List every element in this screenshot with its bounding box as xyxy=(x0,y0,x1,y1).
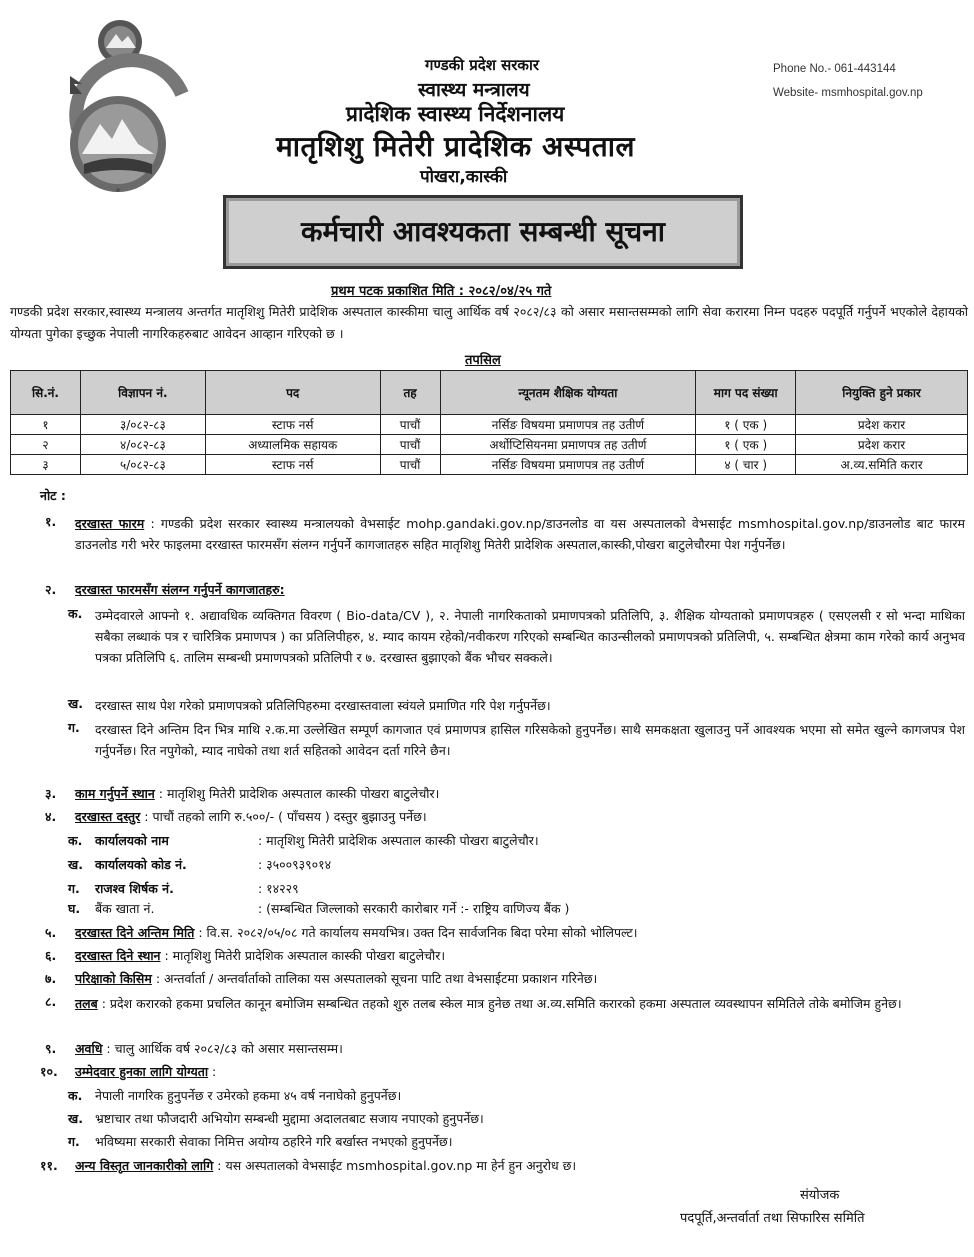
note-text: : अन्तर्वार्ता / अन्तर्वार्ताको तालिका यस अस्पतालको सूचना पाटि तथा वेभसाईटमा प्रकाशन गरिनेछ। xyxy=(155,971,598,986)
note-number: ७. xyxy=(45,971,57,986)
note-text: दरखास्त दिने अन्तिम दिन भित्र माथि २.क.मा उल्लेखित सम्पूर्ण कागजात एवं प्रमाणपत्र हासिल गरिसकेको हुनुपर्नेछ। साथै समकक्षता खुलाउनु पर्ने आवश्यक भएमा सो समेत खुल्ने कागजपत्र पेश गर्नुपर्नेछ। रित नपुगेको, म्याद नाघेको तथा शर्त सहितको आवेदन दर्ता गरिने छैन। xyxy=(95,722,965,758)
sub-label: ग. xyxy=(68,720,80,735)
table-cell: २ xyxy=(11,435,81,455)
note-title: दरखास्त फारम xyxy=(75,516,145,531)
table-cell: अध्यालमिक सहायक xyxy=(205,435,380,455)
note-number: ११. xyxy=(40,1158,58,1173)
table-cell: प्रदेश करार xyxy=(796,415,968,435)
ministry-name: स्वास्थ्य मन्त्रालय xyxy=(418,79,530,101)
note-text: : मातृशिशु मितेरी प्रादेशिक अस्पताल कास्की पोखरा बाटुलेचौर। xyxy=(158,786,440,801)
fee-detail-value: : १४२२९ xyxy=(258,881,299,896)
note-text: दरखास्त साथ पेश गरेको प्रमाणपत्रको प्रतिलिपिहरुमा दरखास्तवाला स्वंयले प्रमाणित गरि पेश गर्नुपर्नेछ। xyxy=(95,698,551,713)
note-number: ४. xyxy=(45,809,57,824)
table-cell: पाचौं xyxy=(380,455,440,475)
hospital-name: मातृशिशु मितेरी प्रादेशिक अस्पताल xyxy=(276,130,635,163)
hospital-emblem-logo xyxy=(60,14,190,194)
table-row xyxy=(11,435,968,455)
note-title: दरखास्त दस्तुर xyxy=(75,809,141,824)
note-number: ३. xyxy=(45,786,57,801)
sub-label: घ. xyxy=(68,901,81,916)
note-application-form xyxy=(75,513,965,555)
intro-paragraph: गण्डकी प्रदेश सरकार,स्वास्थ्य मन्त्रालय अन्तर्गत मातृशिशु मितेरी प्रादेशिक अस्पताल कास्कीमा चालु आर्थिक वर्ष २०८२/८३ को असार मसान्तसम्मको लागि सेवा करारमा निम्न पदहरु पदपूर्ति गर्नुपर्ने भएकोले देहायको योग्यता पुगेका इच्छुक नेपाली नागरिकहरुबाट आवेदन आव्हान गरिएको छ । xyxy=(10,304,968,341)
publish-date: प्रथम पटक प्रकाशित मिति : २०८२/०४/२५ गते xyxy=(331,284,552,299)
table-cell: नर्सिङ विषयमा प्रमाणपत्र तह उतीर्ण xyxy=(440,415,696,435)
note-text: : पाचौं तहको लागि रु.५००/- ( पाँचसय ) दस्तुर बुझाउनु पर्नेछ। xyxy=(144,809,427,824)
column-header: न्यूनतम शैक्षिक योग्यता xyxy=(440,371,696,415)
note-exam-type xyxy=(75,970,597,987)
note-number: १०. xyxy=(40,1064,58,1079)
column-header: माग पद संख्या xyxy=(696,371,796,415)
note-title: अन्य विस्तृत जानकारीको लागि xyxy=(75,1158,214,1173)
fee-detail-key: कार्यालयको कोड नं. xyxy=(95,857,187,872)
table-cell: पाचौं xyxy=(380,435,440,455)
contact-info xyxy=(773,57,923,105)
province-name: गण्डकी प्रदेश सरकार xyxy=(425,56,539,74)
sub-label: क. xyxy=(68,606,83,621)
fee-detail-value: : ३५००९३९०१४ xyxy=(258,857,332,872)
note-application-fee xyxy=(75,808,427,825)
required-documents-list: उम्मेदवारले आफ्नो १. अद्यावधिक व्यक्तिगत विवरण ( Bio-data/CV ), २. नेपाली नागरिकताको प्रमाणपत्रको प्रतिलिपि, ३. शैक्षिक योग्यताको प्रमाणपत्रहरु ( एसएलसी र सो भन्दा माथिका सबैका लब्धाकं पत्र र चारित्रिक प्रमाणपत्र ) का प्रतिलिपीहरु, ४. म्याद कायम रहेको/नवीकरण गरिएको सम्बन्धित काउन्सीलको प्रमाणपत्रको प्रतिलिपी, ५. सम्बन्धित क्षेत्रमा काम गरेको कार्य अनुभव पत्रका प्रतिलिपि ६. तालिम सम्बन्धी प्रमाणपत्रको प्रतिलिपी र ७. दरखास्त बुझाएको बैंक भौचर सक्कले। xyxy=(95,608,965,665)
letterhead xyxy=(0,0,974,190)
note-title: परिक्षाको किसिम xyxy=(75,971,152,986)
signatory-role: संयोजक xyxy=(800,1188,840,1203)
fee-detail-key: कार्यालयको नाम xyxy=(95,833,169,848)
note-title: तलब xyxy=(75,996,98,1011)
note-eligibility xyxy=(75,1063,216,1080)
sub-label: ख. xyxy=(68,1111,83,1126)
table-cell: १ xyxy=(11,415,81,435)
schedule-heading: तपसिल xyxy=(465,353,501,368)
vacancy-table xyxy=(10,370,968,475)
column-header: नियुक्ति हुने प्रकार xyxy=(796,371,968,415)
note-submission-place xyxy=(75,947,445,964)
fee-detail-key: बैंक खाता नं. xyxy=(95,901,155,916)
note-number: ९. xyxy=(45,1041,57,1056)
table-cell: ५/०८२-८३ xyxy=(80,455,205,475)
sub-label: ख. xyxy=(68,696,83,711)
note-number: १. xyxy=(45,514,57,529)
table-cell: स्टाफ नर्स xyxy=(205,455,380,475)
column-header: सि.नं. xyxy=(11,371,81,415)
table-cell: ३/०८२-८३ xyxy=(80,415,205,435)
note-duration xyxy=(75,1040,343,1057)
website[interactable]: Website- msmhospital.gov.np xyxy=(773,87,923,99)
table-cell: १ ( एक ) xyxy=(696,415,796,435)
note-title xyxy=(75,581,285,598)
note-text: : वि.स. २०८२/०५/०८ गते कार्यालय समयभित्र। उक्त दिन सार्वजनिक बिदा परेमा सोको भोलिपल्ट। xyxy=(198,925,638,940)
note-text: : यस अस्पतालको वेभसाईट msmhospital.gov.np मा हेर्न हुन अनुरोध छ। xyxy=(217,1158,577,1173)
sub-label: ख. xyxy=(68,857,83,872)
column-header: तह xyxy=(380,371,440,415)
column-header: पद xyxy=(205,371,380,415)
table-header-row xyxy=(11,371,968,415)
sub-label: क. xyxy=(68,1088,83,1103)
note-salary xyxy=(75,993,965,1014)
fee-detail-value: : मातृशिशु मितेरी प्रादेशिक अस्पताल कास्की पोखरा बाटुलेचौर। xyxy=(258,833,539,848)
note-more-info xyxy=(75,1157,576,1174)
table-cell: प्रदेश करार xyxy=(796,435,968,455)
table-row xyxy=(11,415,968,435)
sub-label: ग. xyxy=(68,1134,80,1149)
table-cell: अर्थोप्टिसियनमा प्रमाणपत्र तह उतीर्ण xyxy=(440,435,696,455)
column-header: विज्ञापन नं. xyxy=(80,371,205,415)
table-cell: पाचौं xyxy=(380,415,440,435)
notice-title-box xyxy=(223,195,743,269)
eligibility-item: भविष्यमा सरकारी सेवाका निमित्त अयोग्य ठहरिने गरि बर्खास्त नभएको हुनुपर्नेछ। xyxy=(95,1134,453,1149)
table-cell: १ ( एक ) xyxy=(696,435,796,455)
table-cell: ४/०८२-८३ xyxy=(80,435,205,455)
note-number: ८. xyxy=(45,994,57,1009)
note-text: : चालु आर्थिक वर्ष २०८२/८३ को असार मसान्तसम्म। xyxy=(106,1041,343,1056)
note-title: दरखास्त दिने अन्तिम मिति xyxy=(75,925,195,940)
note-number: ५. xyxy=(45,925,57,940)
note-title: काम गर्नुपर्ने स्थान xyxy=(75,786,155,801)
signatory-committee: पदपूर्ति,अन्तर्वार्ता तथा सिफारिस समिति xyxy=(680,1211,865,1226)
fee-detail-value: : (सम्बन्धित जिल्लाको सरकारी कारोबार गर्ने :- राष्ट्रिय वाणिज्य बैंक ) xyxy=(258,901,570,916)
note-number: ६. xyxy=(45,948,57,963)
table-cell: ३ xyxy=(11,455,81,475)
sub-label: ग. xyxy=(68,881,80,896)
table-cell: स्टाफ नर्स xyxy=(205,415,380,435)
directorate-name: प्रादेशिक स्वास्थ्य निर्देशनालय xyxy=(346,102,565,126)
table-cell: अ.व्य.समिति करार xyxy=(796,455,968,475)
note-title-suffix: : xyxy=(208,1064,217,1079)
sub-label: क. xyxy=(68,833,83,848)
notes-heading: नोट : xyxy=(40,488,66,503)
note-number: २. xyxy=(45,582,57,597)
note-title: उम्मेदवार हुनका लागि योग्यता xyxy=(75,1064,209,1079)
table-cell: नर्सिङ विषयमा प्रमाणपत्र तह उतीर्ण xyxy=(440,455,696,475)
fee-detail-key: राजश्व शिर्षक नं. xyxy=(95,881,174,896)
eligibility-item: नेपाली नागरिक हुनुपर्नेछ र उमेरको हकमा ४५ वर्ष ननाघेको हुनुपर्नेछ। xyxy=(95,1088,402,1103)
note-deadline xyxy=(75,924,638,941)
notice-title: कर्मचारी आवश्यकता सम्बन्धी सूचना xyxy=(300,215,665,248)
note-text: : गण्डकी प्रदेश सरकार स्वास्थ्य मन्त्रालयको वेभसाईट mohp.gandaki.gov.np/डाउनलोड वा यस अस्पतालको वेभसाईट msmhospital.gov.np/डाउनलोड बाट फारम डाउनलोड गरी भरेर फाइलमा दरखास्त फारमसँग संलग्न गर्नुपर्ने कागजातहरु सहित मातृशिशु मितेरी प्रादेशिक अस्पताल,कास्की,पोखरा बाटुलेचौरमा पेश गर्नुपर्नेछ। xyxy=(75,516,965,552)
eligibility-item: भ्रष्टाचार तथा फौजदारी अभियोग सम्बन्धी मुद्दामा अदालतबाट सजाय नपाएको हुनुपर्नेछ। xyxy=(95,1111,484,1126)
table-row xyxy=(11,455,968,475)
note-title: दरखास्त दिने स्थान xyxy=(75,948,161,963)
note-title-text: दरखास्त फारमसँग संलग्न गर्नुपर्ने कागजातहरु: xyxy=(75,582,285,597)
note-text: : मातृशिशु मितेरी प्रादेशिक अस्पताल कास्की पोखरा बाटुलेचौर। xyxy=(164,948,446,963)
phone-number: Phone No.- 061-443144 xyxy=(773,63,896,75)
table-cell: ४ ( चार ) xyxy=(696,455,796,475)
note-work-location xyxy=(75,785,439,802)
note-title: अवधि xyxy=(75,1041,103,1056)
note-text: : प्रदेश करारको हकमा प्रचलित कानून बमोजिम सम्बन्धित तहको शुरु तलब स्केल मात्र हुनेछ तथा अ.व्य.समिति करारको हकमा अस्पताल व्यवस्थापन समितिले तोके बमोजिम हुनेछ। xyxy=(101,996,902,1011)
hospital-location: पोखरा,कास्की xyxy=(420,167,508,187)
